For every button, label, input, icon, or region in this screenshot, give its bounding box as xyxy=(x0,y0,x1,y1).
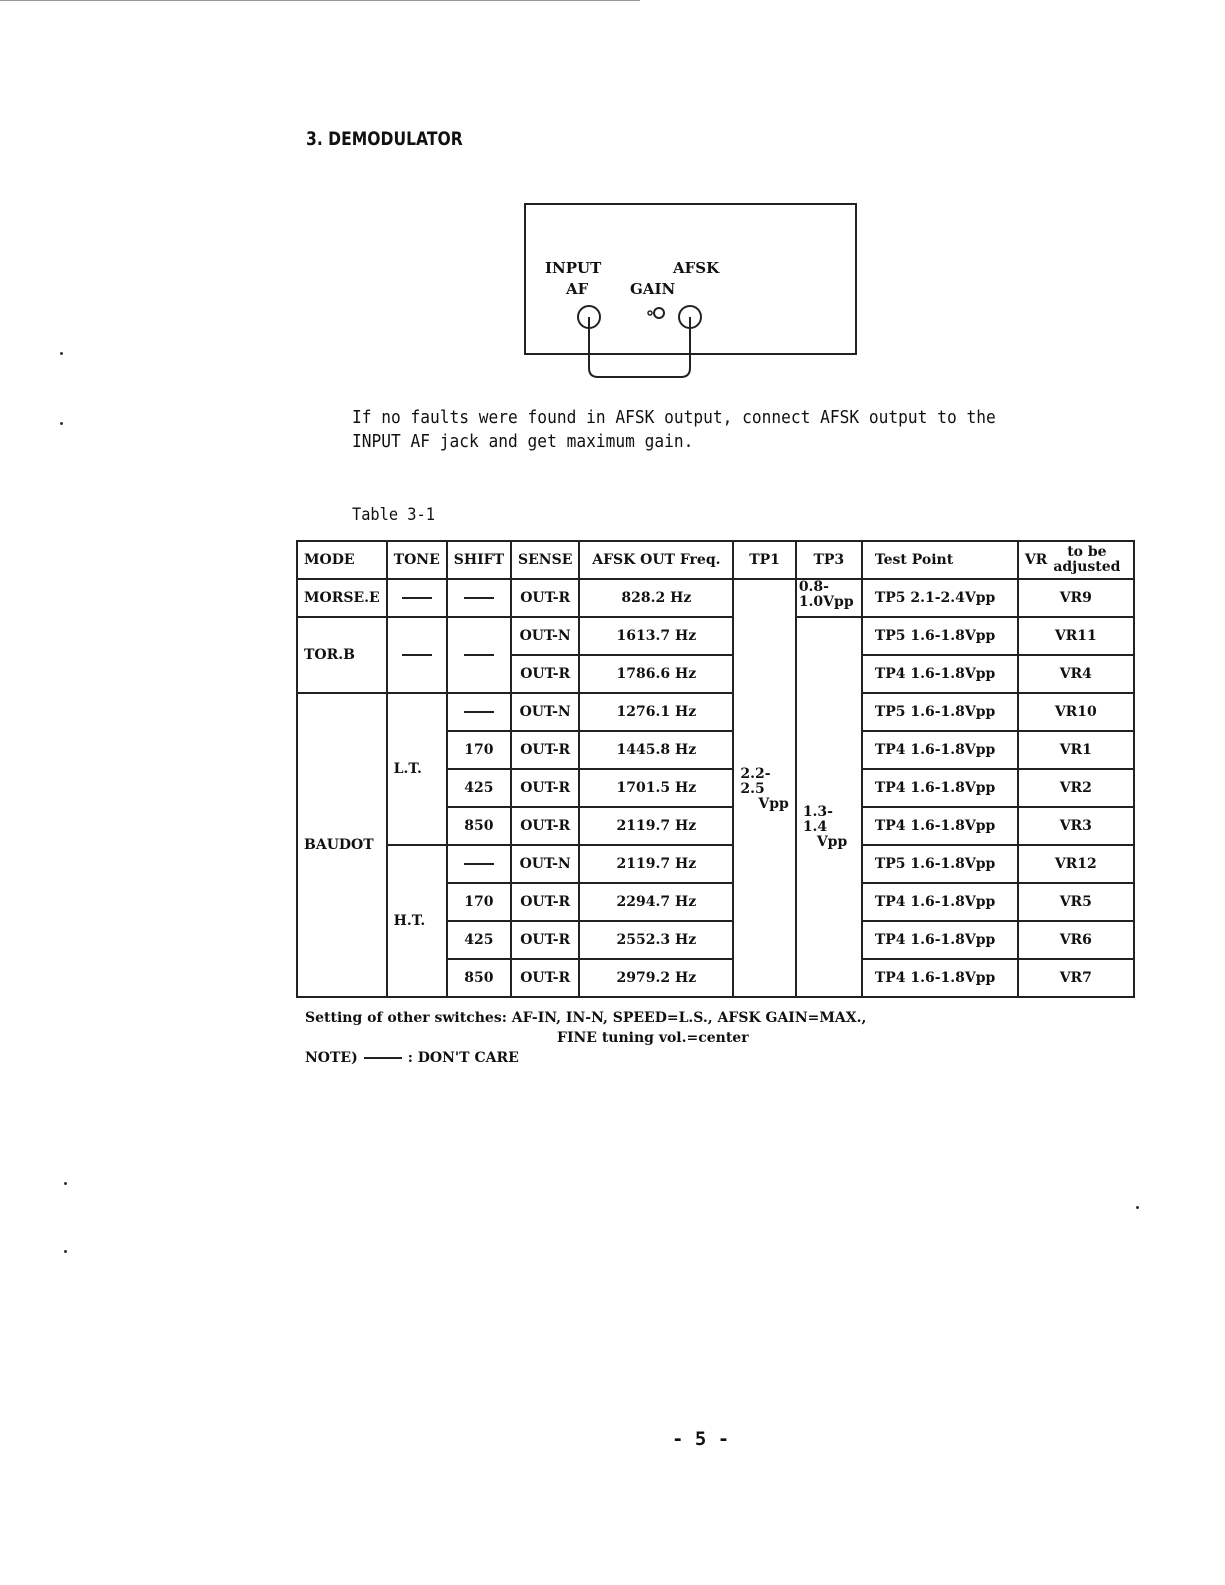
header-sense: SENSE xyxy=(511,541,579,579)
vr-cell: VR12 xyxy=(1018,845,1134,883)
test-point-cell: TP5 1.6-1.8Vpp xyxy=(862,845,1018,883)
vr-cell: VR1 xyxy=(1018,731,1134,769)
sense-cell: OUT-R xyxy=(511,807,579,845)
gain-knob-dot-icon xyxy=(648,311,652,315)
freq-cell: 2119.7 Hz xyxy=(579,845,733,883)
tp3-morse-cell xyxy=(796,579,862,617)
sense-cell: OUT-R xyxy=(511,731,579,769)
shift-cell: 170 xyxy=(447,883,511,921)
tp3-value-line1: 1.3- xyxy=(802,803,833,820)
settings-line-1: Setting of other switches: AF-IN, IN-N, SPEED=L.S., AFSK GAIN=MAX., xyxy=(305,1010,867,1026)
input-label: INPUT xyxy=(545,259,602,277)
freq-cell: 1786.6 Hz xyxy=(579,655,733,693)
shift-cell: 425 xyxy=(447,921,511,959)
header-test-point: Test Point xyxy=(862,541,1018,579)
tp1-cell xyxy=(733,579,795,997)
test-point-cell: TP4 1.6-1.8Vpp xyxy=(862,921,1018,959)
note-text: : DON'T CARE xyxy=(407,1050,519,1066)
header-vr xyxy=(1018,541,1134,579)
sense-cell: OUT-R xyxy=(511,769,579,807)
vr-cell: VR4 xyxy=(1018,655,1134,693)
sense-cell: OUT-N xyxy=(511,693,579,731)
scan-speck xyxy=(64,1250,67,1253)
tp3-value-line2: 1.4 xyxy=(802,818,828,835)
header-mode: MODE xyxy=(297,541,387,579)
freq-cell: 2552.3 Hz xyxy=(579,921,733,959)
page-number: - 5 - xyxy=(672,1428,730,1450)
test-point-cell: TP4 1.6-1.8Vpp xyxy=(862,731,1018,769)
freq-cell: 1445.8 Hz xyxy=(579,731,733,769)
test-point-cell: TP5 1.6-1.8Vpp xyxy=(862,617,1018,655)
sense-cell: OUT-R xyxy=(511,579,579,617)
header-tone: TONE xyxy=(387,541,447,579)
sense-cell: OUT-R xyxy=(511,655,579,693)
dont-care-dash xyxy=(364,1057,402,1059)
tone-lt: L.T. xyxy=(387,693,447,845)
mode-tor: TOR.B xyxy=(297,617,387,693)
shift-cell: 170 xyxy=(447,731,511,769)
table-header-row xyxy=(297,541,1134,579)
test-point-cell: TP4 1.6-1.8Vpp xyxy=(862,807,1018,845)
test-point-cell: TP5 1.6-1.8Vpp xyxy=(862,693,1018,731)
vr-cell: VR2 xyxy=(1018,769,1134,807)
table-row xyxy=(297,845,1134,883)
header-freq: AFSK OUT Freq. xyxy=(579,541,733,579)
table-caption: Table 3-1 xyxy=(352,505,435,525)
vr-cell: VR7 xyxy=(1018,959,1134,997)
vr-cell: VR3 xyxy=(1018,807,1134,845)
test-point-cell: TP4 1.6-1.8Vpp xyxy=(862,959,1018,997)
sense-cell: OUT-R xyxy=(511,921,579,959)
dont-care-dash xyxy=(464,597,494,599)
scan-speck xyxy=(60,422,63,425)
dont-care-dash xyxy=(464,863,494,865)
vr-cell: VR5 xyxy=(1018,883,1134,921)
sense-cell: OUT-N xyxy=(511,845,579,883)
shift-cell: 850 xyxy=(447,807,511,845)
scan-speck xyxy=(1136,1206,1139,1209)
header-tp1: TP1 xyxy=(733,541,795,579)
af-label: AF xyxy=(566,280,589,298)
top-rule xyxy=(0,0,640,1)
settings-note xyxy=(305,1008,866,1068)
freq-cell: 2979.2 Hz xyxy=(579,959,733,997)
freq-cell: 1613.7 Hz xyxy=(579,617,733,655)
header-tp3: TP3 xyxy=(796,541,862,579)
freq-cell: 2294.7 Hz xyxy=(579,883,733,921)
note-label: NOTE) xyxy=(305,1050,358,1066)
panel-outline xyxy=(525,204,856,354)
freq-cell: 828.2 Hz xyxy=(579,579,733,617)
afsk-label: AFSK xyxy=(673,259,720,277)
demodulator-adjustment-table xyxy=(296,540,1135,998)
gain-knob-icon xyxy=(654,308,664,318)
header-vr-sub1: to be xyxy=(1067,544,1107,560)
dont-care-dash xyxy=(402,654,432,656)
tone-ht: H.T. xyxy=(387,845,447,997)
scan-speck xyxy=(64,1182,67,1185)
vr-cell: VR6 xyxy=(1018,921,1134,959)
test-point-cell: TP4 1.6-1.8Vpp xyxy=(862,883,1018,921)
tone-dont-care xyxy=(387,617,447,693)
vr-cell: VR10 xyxy=(1018,693,1134,731)
shift-dont-care xyxy=(447,617,511,693)
mode-baudot: BAUDOT xyxy=(297,693,387,997)
tone-dont-care xyxy=(387,579,447,617)
demodulator-panel-diagram xyxy=(0,0,1225,400)
header-vr-sub2: adjusted xyxy=(1053,559,1121,575)
section-heading: 3. DEMODULATOR xyxy=(306,128,463,150)
header-vr-label: VR xyxy=(1024,552,1048,568)
test-point-cell: TP5 2.1-2.4Vpp xyxy=(862,579,1018,617)
instruction-text xyxy=(352,406,996,454)
tp3-value-line3: Vpp xyxy=(816,833,848,850)
instruction-line-2: INPUT AF jack and get maximum gain. xyxy=(352,431,694,452)
settings-line-2: FINE tuning vol.=center xyxy=(557,1030,749,1046)
input-af-jack-icon xyxy=(578,306,600,328)
shift-dont-care xyxy=(447,579,511,617)
dont-care-dash xyxy=(402,597,432,599)
tp1-value-line3: Vpp xyxy=(758,795,789,812)
shift-dont-care xyxy=(447,693,511,731)
freq-cell: 2119.7 Hz xyxy=(579,807,733,845)
gain-label: GAIN xyxy=(630,280,676,298)
tp1-value-line2: 2.5 xyxy=(740,780,765,797)
dont-care-dash xyxy=(464,711,494,713)
tp3-cell xyxy=(796,617,862,997)
dont-care-dash xyxy=(464,654,494,656)
shift-dont-care xyxy=(447,845,511,883)
tp3-morse-line1: 0.8- xyxy=(798,579,829,595)
table-row xyxy=(297,617,1134,655)
instruction-line-1: If no faults were found in AFSK output, connect AFSK output to the xyxy=(352,407,996,428)
sense-cell: OUT-R xyxy=(511,883,579,921)
tp3-morse-line2: 1.0Vpp xyxy=(798,594,854,610)
scan-speck xyxy=(60,352,63,355)
test-point-cell: TP4 1.6-1.8Vpp xyxy=(862,655,1018,693)
freq-cell: 1276.1 Hz xyxy=(579,693,733,731)
header-shift: SHIFT xyxy=(447,541,511,579)
table-row xyxy=(297,579,1134,617)
sense-cell: OUT-N xyxy=(511,617,579,655)
freq-cell: 1701.5 Hz xyxy=(579,769,733,807)
shift-cell: 850 xyxy=(447,959,511,997)
vr-cell: VR11 xyxy=(1018,617,1134,655)
shift-cell: 425 xyxy=(447,769,511,807)
patch-cable xyxy=(589,317,690,377)
vr-cell: VR9 xyxy=(1018,579,1134,617)
afsk-output-jack-icon xyxy=(679,306,701,328)
test-point-cell: TP4 1.6-1.8Vpp xyxy=(862,769,1018,807)
tp1-value-line1: 2.2- xyxy=(740,765,771,782)
mode-morse: MORSE.E xyxy=(297,579,387,617)
sense-cell: OUT-R xyxy=(511,959,579,997)
table-row xyxy=(297,693,1134,731)
